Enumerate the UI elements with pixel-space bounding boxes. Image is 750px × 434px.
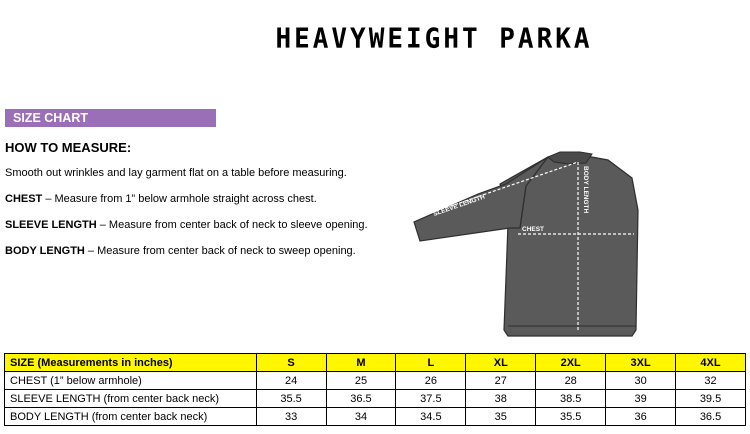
table-cell: 35.5 (536, 408, 606, 426)
table-cell: 36.5 (326, 390, 396, 408)
size-chart-label: SIZE CHART (13, 111, 88, 125)
table-row (5, 372, 746, 390)
table-cell: 36.5 (676, 408, 746, 426)
how-to-intro: Smooth out wrinkles and lay garment flat on a table before measuring. (5, 167, 347, 179)
parka-diagram (408, 150, 650, 340)
table-cell: 28 (536, 372, 606, 390)
table-cell: 38.5 (536, 390, 606, 408)
sleeve-diagram-label: SLEEVE LENGTH (432, 193, 486, 218)
table-row (5, 408, 746, 426)
table-cell: 36 (606, 408, 676, 426)
table-cell: 34.5 (396, 408, 466, 426)
table-cell: 35.5 (256, 390, 326, 408)
table-cell: 32 (676, 372, 746, 390)
row-label: SLEEVE LENGTH (from center back neck) (5, 390, 257, 408)
table-cell: 24 (256, 372, 326, 390)
table-cell: 30 (606, 372, 676, 390)
row-label: BODY LENGTH (from center back neck) (5, 408, 257, 426)
size-col-l: L (396, 354, 466, 372)
chest-term: CHEST (5, 193, 43, 205)
table-cell: 39 (606, 390, 676, 408)
chest-instruction (5, 193, 317, 205)
table-cell: 27 (466, 372, 536, 390)
size-table (4, 353, 746, 426)
body-term: BODY LENGTH (5, 245, 85, 257)
chest-desc: – Measure from 1” below armhole straight across chest. (42, 193, 317, 205)
table-cell: 37.5 (396, 390, 466, 408)
size-col-m: M (326, 354, 396, 372)
size-header-label: SIZE (Measurements in inches) (5, 354, 257, 372)
how-to-measure-heading: HOW TO MEASURE: (5, 140, 132, 155)
body-desc: – Measure from center back of neck to sweep opening. (84, 245, 356, 257)
size-col-4xl: 4XL (676, 354, 746, 372)
size-col-s: S (256, 354, 326, 372)
size-chart-banner (5, 109, 216, 127)
table-cell: 35 (466, 408, 536, 426)
table-cell: 33 (256, 408, 326, 426)
sleeve-term: SLEEVE LENGTH (5, 219, 97, 231)
size-header-row (5, 354, 746, 372)
sleeve-instruction (5, 219, 368, 231)
table-cell: 38 (466, 390, 536, 408)
row-label: CHEST (1” below armhole) (5, 372, 257, 390)
table-cell: 25 (326, 372, 396, 390)
parka-collar (548, 152, 592, 164)
size-col-xl: XL (466, 354, 536, 372)
size-col-3xl: 3XL (606, 354, 676, 372)
size-col-2xl: 2XL (536, 354, 606, 372)
body-instruction (5, 245, 356, 257)
table-cell: 34 (326, 408, 396, 426)
table-row (5, 390, 746, 408)
sleeve-desc: – Measure from center back of neck to sleeve opening. (96, 219, 368, 231)
table-cell: 39.5 (676, 390, 746, 408)
table-cell: 26 (396, 372, 466, 390)
chest-diagram-label: CHEST (522, 226, 545, 233)
page-title: HEAVYWEIGHT PARKA (275, 23, 593, 55)
body-diagram-label: BODY LENGTH (582, 166, 589, 214)
